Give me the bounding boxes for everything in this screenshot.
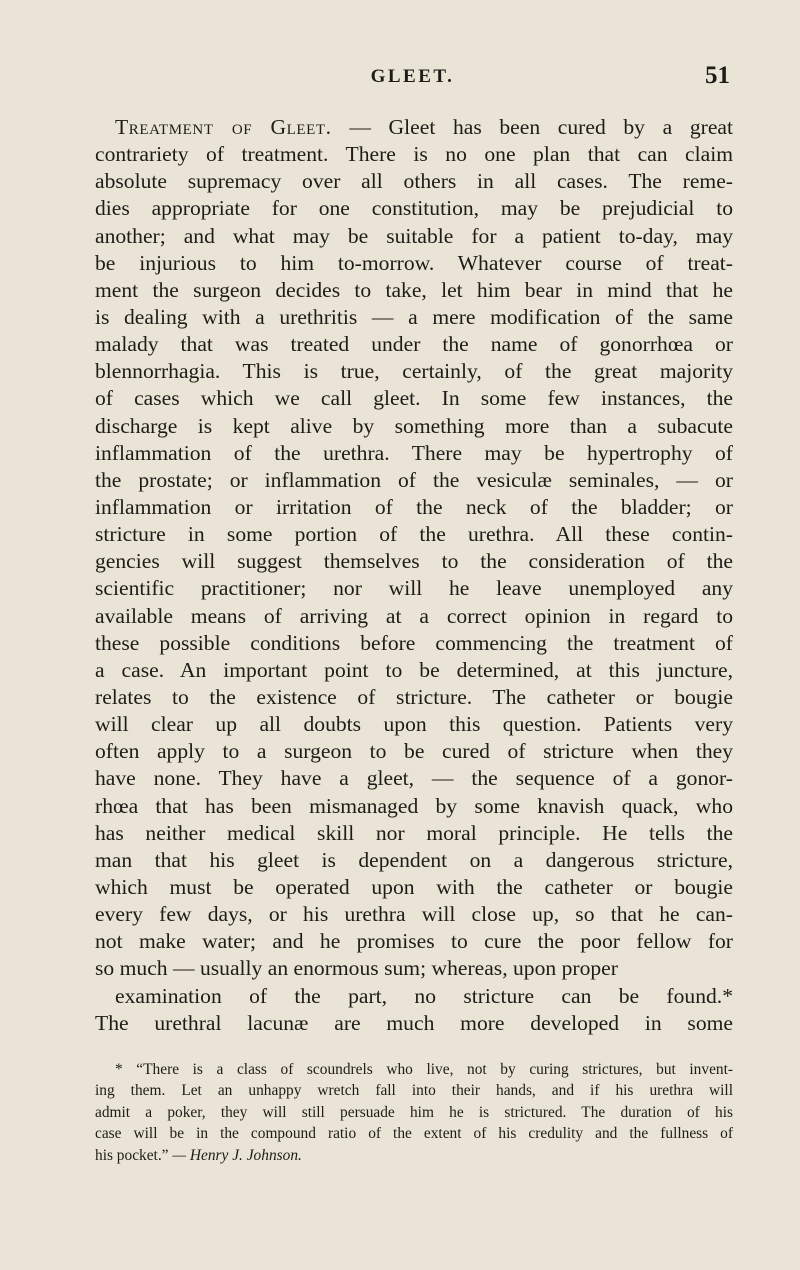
text-line: scientific practitioner; nor will he leave unemployed any [95,576,733,601]
text-line: so much — usually an enormous sum; whereas, upon proper [95,956,618,981]
text-line: inflammation or irritation of the neck of the bladder; or [95,494,733,519]
text-line: rhœa that has been mismanaged by some knavish quack, who [95,793,733,818]
text-line: which must be operated upon with the catheter or bougie [95,874,733,899]
text-line: contrariety of treatment. There is no one plan that can claim [95,142,733,167]
text-line: is dealing with a urethritis — a mere modification of the same [95,304,733,329]
text-line: another; and what may be suitable for a patient to-day, may [95,223,733,248]
text-line: examination of the part, no stricture can be found.* [115,983,733,1008]
text-line: has neither medical skill nor moral principle. He tells the [95,820,733,845]
text-line: of cases which we call gleet. In some few instances, the [95,386,733,411]
text-line: inflammation of the urethra. There may be hypertrophy of [95,440,733,465]
text-line: dies appropriate for one constitution, may be prejudicial to [95,196,733,221]
text-line: The urethral lacunæ are much more developed in some [95,1010,733,1035]
running-head-title: GLEET. [370,66,455,87]
text-line: the prostate; or inflammation of the vesiculæ seminales, — or [95,467,733,492]
text-line: ment the surgeon decides to take, let him bear in mind that he [95,277,733,302]
paragraph-first-line [95,114,733,141]
text-line: gencies will suggest themselves to the consideration of the [95,549,733,574]
footnote-line: * “There is a class of scoundrels who live, not by curing strictures, but invent- [115,1061,733,1078]
footnote-last-line [95,1145,733,1166]
text-line: a case. An important point to be determined, at this juncture, [95,657,733,682]
text-line: available means of arriving at a correct opinion in regard to [95,603,733,628]
text-line: malady that was treated under the name of gonorrhœa or [95,332,733,357]
running-head [95,62,730,92]
text-line: these possible conditions before commencing the treatment of [95,630,733,655]
first-line-rest: — Gleet has been cured by a great [331,115,733,139]
footnote-line: case will be in the compound ratio of the extent of his credulity and the fullness of [95,1125,733,1143]
main-paragraph [95,114,733,1037]
page-number: 51 [705,62,730,89]
footnote-attribution: — Henry J. Johnson. [168,1146,302,1164]
text-line: absolute supremacy over all others in all cases. The reme- [95,169,733,194]
text-line: not make water; and he promises to cure the poor fellow for [95,929,733,954]
text-line: blennorrhagia. This is true, certainly, of the great majority [95,359,733,384]
text-line: relates to the existence of stricture. The catheter or bougie [95,684,733,709]
text-line: will clear up all doubts upon this question. Patients very [95,712,733,737]
text-line: discharge is kept alive by something more than a subacute [95,413,733,438]
section-lead-in: Treatment of Gleet. [115,115,332,139]
footnote-line: his pocket.” [95,1146,169,1164]
footnote [95,1059,733,1166]
text-line: have none. They have a gleet, — the sequence of a gonor- [95,766,733,791]
text-line: every few days, or his urethra will close up, so that he can- [95,902,733,927]
footnote-line: admit a poker, they will still persuade him he is strictured. The duration of his [95,1103,733,1121]
text-line: often apply to a surgeon to be cured of stricture when they [95,739,733,764]
text-line: man that his gleet is dependent on a dangerous stricture, [95,847,733,872]
text-line: be injurious to him to-morrow. Whatever course of treat- [95,250,733,275]
text-line: stricture in some portion of the urethra. All these contin- [95,522,733,547]
footnote-line: ing them. Let an unhappy wretch fall into their hands, and if his urethra will [95,1082,733,1100]
